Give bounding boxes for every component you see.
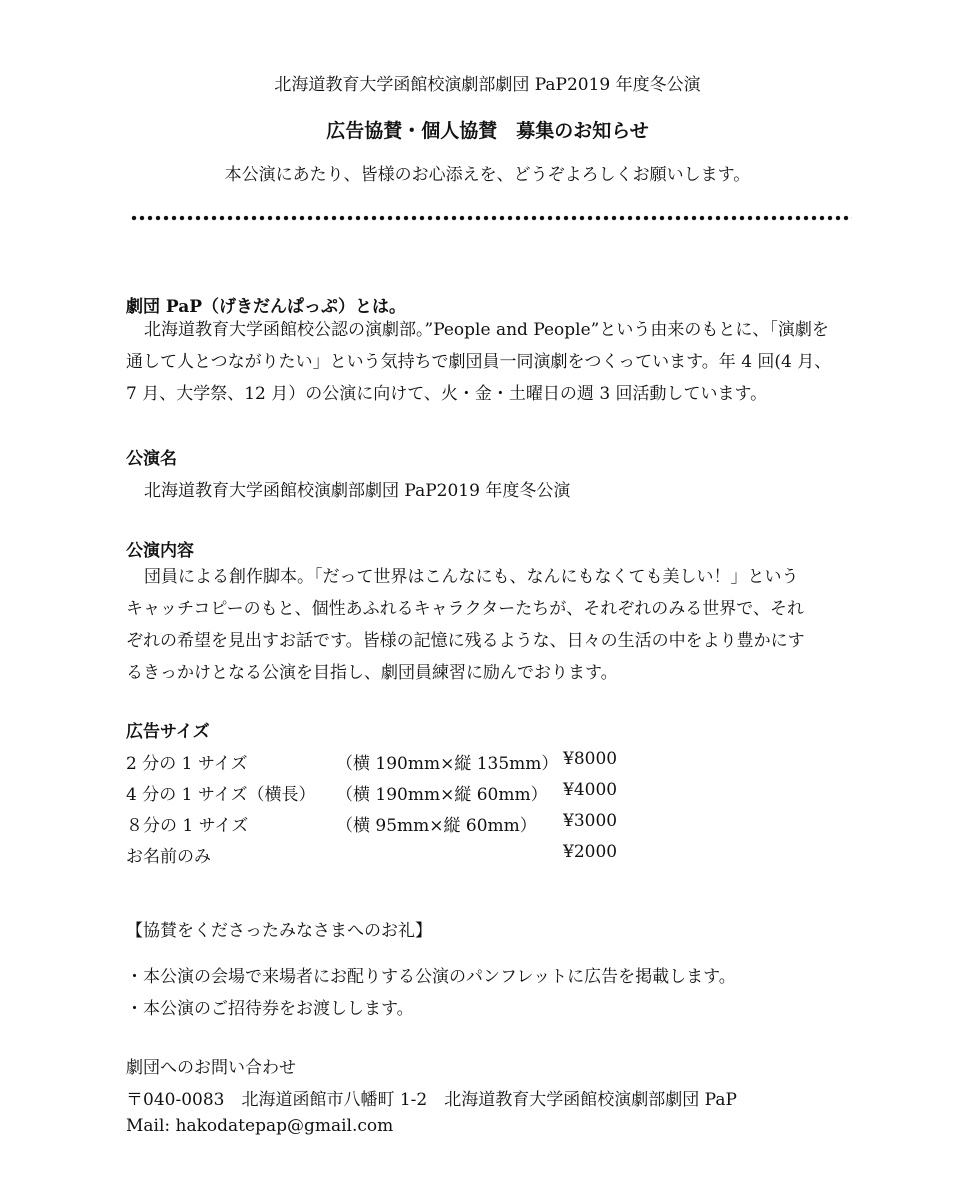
contact-address: 〒040-0083 北海道函館市八幡町 1-2 北海道教育大学函館校演劇部劇団 PaP — [126, 1090, 737, 1110]
performance-content-paragraph — [126, 561, 856, 689]
dotted-divider — [130, 215, 852, 221]
ad-size-price: ¥8000 — [563, 749, 618, 769]
performance-name-heading: 公演名 — [126, 449, 177, 469]
content-line: キャッチコピーのもと、個性あふれるキャラクターたちが、それぞれのみる世界で、それ — [126, 599, 804, 619]
ad-size-price: ¥3000 — [563, 811, 618, 831]
performance-content-heading: 公演内容 — [126, 541, 194, 561]
ad-size-dims: （横 190mm×縦 135mm） — [336, 754, 559, 774]
about-paragraph — [126, 314, 856, 410]
contact-mail: Mail: hakodatepap@gmail.com — [126, 1116, 394, 1136]
thanks-heading: 【協賛をくださったみなさまへのお礼】 — [126, 921, 432, 941]
ad-size-dims: （横 190mm×縦 60mm） — [336, 785, 548, 805]
ad-size-dims: （横 95mm×縦 60mm） — [336, 816, 537, 836]
content-line: るきっかけとなる公演を目指し、劇団員練習に励んでおります。 — [126, 663, 618, 683]
about-heading: 劇団 PaP（げきだんぱっぷ）とは。 — [126, 297, 407, 317]
ad-size-price: ¥2000 — [563, 842, 618, 862]
ad-size-name: ８分の 1 サイズ — [126, 816, 249, 836]
thanks-item: ・本公演のご招待券をお渡しします。 — [126, 999, 414, 1019]
ad-size-price: ¥4000 — [563, 780, 618, 800]
content-line: ぞれの希望を見出すお話です。皆様の記憶に残るような、日々の生活の中をより豊かにす — [126, 631, 805, 651]
ad-sizes-heading: 広告サイズ — [126, 722, 210, 742]
about-line: 北海道教育大学函館校公認の演劇部。”People and People”という由来のもとに、「演劇を — [144, 320, 829, 340]
performance-name-value: 北海道教育大学函館校演劇部劇団 PaP2019 年度冬公演 — [144, 481, 571, 501]
ad-size-name: 4 分の 1 サイズ（横長） — [126, 785, 316, 805]
greeting-text: 本公演にあたり、皆様のお心添えを、どうぞよろしくお願いします。 — [224, 165, 751, 185]
about-line: 通して人とつながりたい」という気持ちで劇団員一同演劇をつくっています。年 4 回(4 月、 — [126, 352, 832, 372]
ad-size-name: 2 分の 1 サイズ — [126, 754, 248, 774]
page-title: 広告協賛・個人協賛 募集のお知らせ — [326, 120, 649, 142]
thanks-item: ・本公演の会場で来場者にお配りする公演のパンフレットに広告を掲載します。 — [126, 967, 736, 987]
ad-size-name: お名前のみ — [126, 847, 211, 867]
contact-heading: 劇団へのお問い合わせ — [126, 1058, 296, 1078]
content-line: 団員による創作脚本。「だって世界はこんなにも、なんにもなくても美しい！」という — [144, 567, 799, 587]
header-subtitle: 北海道教育大学函館校演劇部劇団 PaP2019 年度冬公演 — [274, 75, 701, 95]
about-line: 7 月、大学祭、12 月）の公演に向けて、火・金・土曜日の週 3 回活動しています。 — [126, 384, 768, 404]
